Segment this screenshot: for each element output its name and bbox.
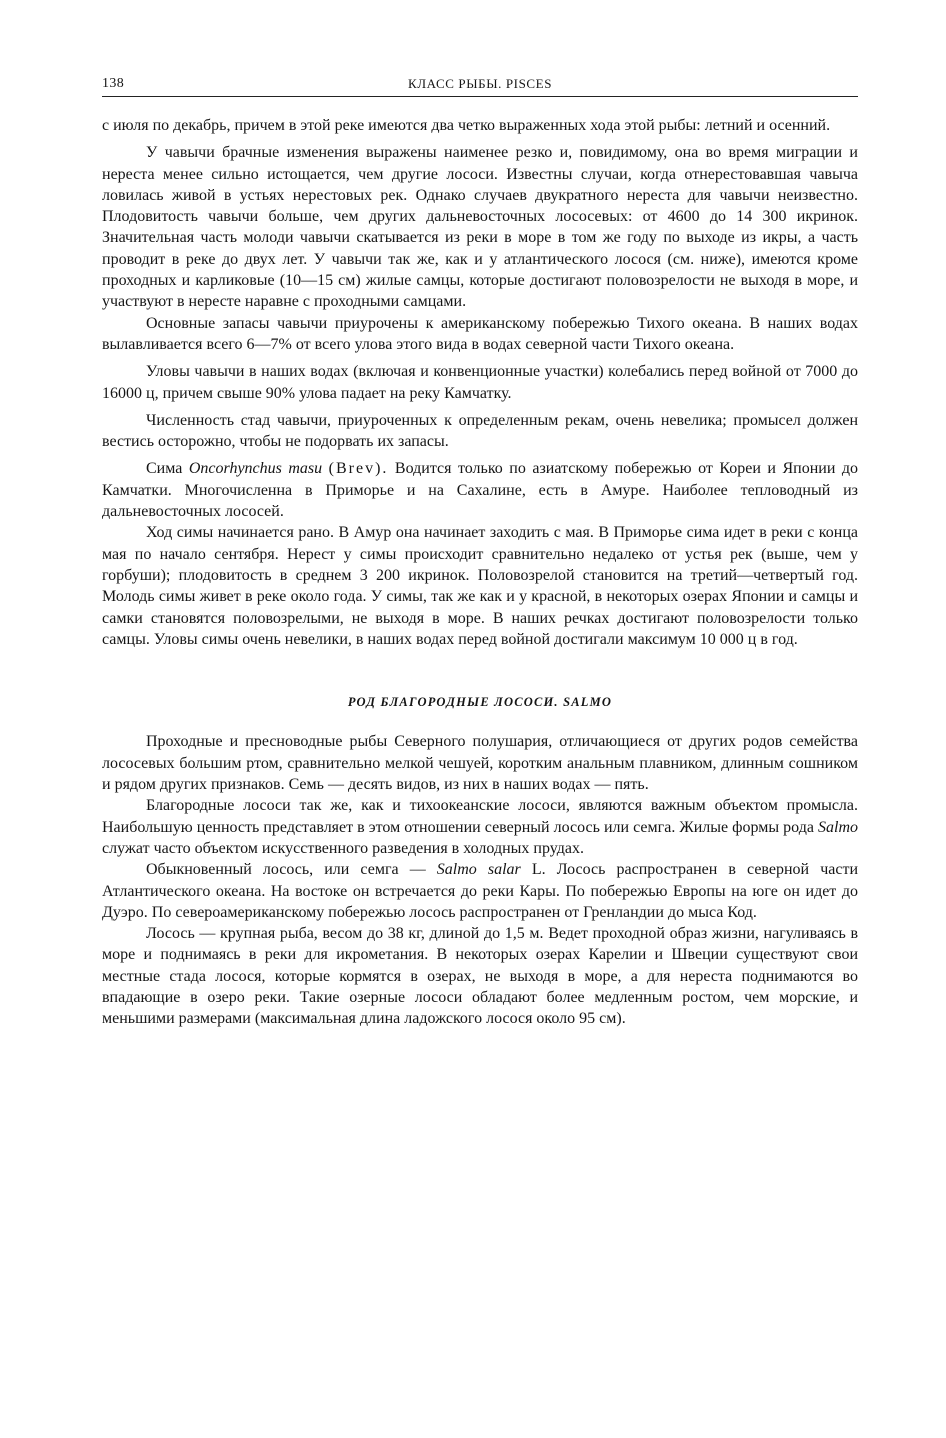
salar-range: L. Лосось распространен в северной части Атлантического океана. На востоке он встречается до реки Кары. По побережью Европы на юге он идет до Дуэро. По североамериканскому побережью лосось распространен от Гренландии до мыса Код. (102, 861, 859, 921)
salar-lead: Обыкновенный лосось, или семга — (146, 861, 437, 879)
paragraph-salmo-importance (102, 795, 858, 859)
sima-lead: Сима (146, 460, 189, 478)
species-name-masu: Oncorhynchus masu (188, 460, 323, 478)
running-head (102, 70, 858, 97)
genus-name-salmo: Salmo (818, 818, 858, 836)
paragraph-sima-intro (102, 458, 858, 522)
paragraph-chavycha-abundance: Численность стад чавычи, приуроченных к определенным рекам, очень невелика; промысел должен вестись осторожно, чтобы не подорвать их запасы. (102, 411, 858, 451)
paragraph-continuation: с июля по декабрь, причем в этой реке имеются два четко выраженных хода этой рыбы: летний и осенний. (102, 117, 831, 134)
species-author: (Brev). (328, 460, 389, 478)
paragraph-salmo-description: Проходные и пресноводные рыбы Северного полушария, отличающиеся от других родов семейства лососевых большим ртом, сравнительно мелкой чешуей, коротким анальным плавником, длинным сошником и рядом других признаков. Семь — десять видов, из них в наших водах — пять. (102, 733, 858, 794)
paragraph-salmon-biology: Лосось — крупная рыба, весом до 38 кг, длиной до 1,5 м. Ведет проходной образ жизни, нагуливаясь в море и поднимаясь в реки для икрометания. В некоторых озерах Карелии и Швеции существуют свои местные стада лосося, которые кормятся в озерах, не выходя в море, а для нереста поднимаются во впадающие в озеро реки. Такие озерные лососи обладают более медленным ростом, чем морские, и меньшими размерами (максимальная длина ладожского лосося около 95 см). (102, 925, 858, 1028)
paragraph-chavycha-catches: Уловы чавычи в наших водах (включая и конвенционные участки) колебались перед войной от 7000 до 16000 ц, причем свыше 90% улова падает на реку Камчатку. (102, 363, 858, 402)
salmo-importance-text-end: служат часто объектом искусственного разведения в холодных прудах. (102, 839, 584, 857)
running-title: КЛАСС РЫБЫ. PISCES (407, 76, 553, 91)
paragraph-chavycha-spawning: У чавычи брачные изменения выражены наименее резко и, повидимому, она во время миграции и нереста менее сильно истощается, чем другие лососи. Известны случаи, когда отнерестовавшая чавыча ловилась живой в устьях нерестовых рек. Однако случаев двукратного нереста для чавычи неизвестно. Плодовитость чавычи больше, чем других дальневосточных лососевых: от 4600 до 14 300 икринок. Значительная часть молоди чавычи скатывается из реки в море в том же году по выходе из икры, а часть проводит в реке до двух лет. У чавычи так же, как и у атлантического лосося (см. ниже), имеются кроме проходных и карликовые (10—15 см) жилые самцы, которые достигают половозрелости не выходя в море, и участвуют в нересте наравне с проходными самцами. (102, 144, 858, 311)
book-page (102, 70, 858, 1030)
paragraph-sima-run: Ход симы начинается рано. В Амур она начинает заходить с мая. В Приморье сима идет в реки с конца мая по начало сентября. Нерест у симы происходит сравнительно недалеко от устья рек (выше, чем у горбуши); плодовитость в среднем 3 200 икринок. Половозрелой становится на третий—четвертый год. Молодь симы живет в реке около года. У симы, так же как и у красной, в некоторых озерах Японии и самцы и самки становятся половозрелыми, не выходя в море. В наших речках достигают половозрелости только самцы. Уловы симы очень невелики, в наших водах перед войной достигали максимум 10 000 ц в год. (102, 524, 858, 648)
section-heading: РОД БЛАГОРОДНЫЕ ЛОСОСИ. SALMO (347, 695, 613, 710)
salmo-importance-text: Благородные лососи так же, как и тихоокеанские лососи, являются важным объектом промысла. Наибольшую ценность представляет в этом отношении северный лосось или семга. Жилые формы рода (102, 797, 858, 836)
paragraph-chavycha-stocks: Основные запасы чавычи приурочены к американскому побережью Тихого океана. В наших водах вылавливается всего 6—7% от всего улова этого вида в водах северной части Тихого океана. (102, 314, 858, 353)
paragraph-salmo-salar (102, 859, 858, 923)
page-number: 138 (102, 76, 125, 91)
body-text (102, 115, 858, 1030)
sima-description: Водится только по азиатскому побережью от Кореи и Японии до Камчатки. Многочисленна в Приморье и на Сахалине, есть в Амуре. Наиболее тепловодный из дальневосточных лососей. (102, 460, 859, 521)
species-name-salar: Salmo salar (436, 861, 521, 879)
